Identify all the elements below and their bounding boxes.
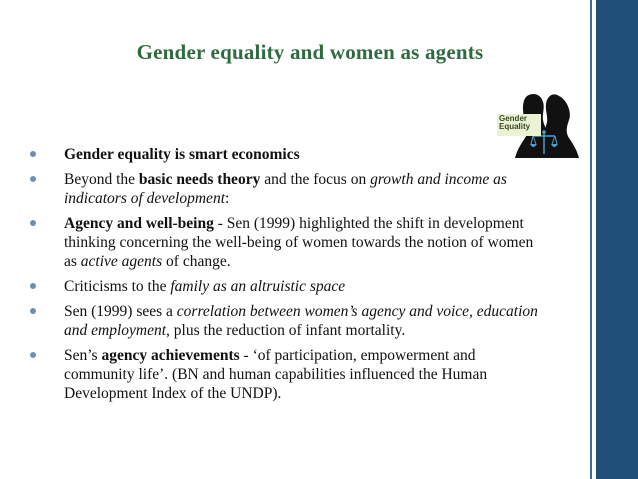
bullet-text-segment: Sen’s	[64, 347, 102, 364]
bullet-item	[28, 302, 548, 340]
bullet-text-segment: active agents	[80, 253, 163, 270]
bullet-text-segment: basic needs theory	[138, 171, 261, 188]
bullet-text-segment: Criticisms to the	[64, 278, 171, 295]
bullet-text-segment: Agency and well-being	[64, 215, 214, 232]
bullet-dot-icon	[30, 151, 36, 157]
bullet-text-segment: agency achievements	[101, 347, 240, 364]
logo-line-2: Equality	[499, 122, 531, 131]
bullet-item	[28, 346, 548, 403]
bullet-text-segment: - ‘of participation, empowerment and community life’. (BN and human capabilities influenced the Human Development Index of the UNDP).	[64, 347, 488, 402]
logo-label	[499, 115, 530, 131]
bullet-text-segment: :	[225, 190, 230, 207]
bullet-dot-icon	[30, 352, 36, 358]
bullet-item	[28, 277, 548, 296]
slide-title: Gender equality and women as agents	[136, 40, 484, 64]
bullet-text-segment: of change.	[162, 253, 231, 270]
bullet-item	[28, 214, 548, 271]
bullet-text-segment: family as an altruistic space	[170, 278, 346, 295]
bullet-text-segment: - Sen (1999) highlighted the shift in development thinking concerning the well-being of women towards the notion of women as	[64, 215, 534, 270]
bullet-dot-icon	[30, 308, 36, 314]
bullet-text-segment: growth and income as indicators of development	[64, 171, 507, 207]
bullet-dot-icon	[30, 283, 36, 289]
bullet-text-segment: Gender equality is smart economics	[64, 146, 300, 163]
bullet-item	[28, 145, 548, 164]
bullet-item	[28, 170, 548, 208]
bullet-text-segment: Beyond the	[64, 171, 139, 188]
bullet-list	[28, 145, 548, 409]
bullet-text-segment: Sen (1999) sees a	[64, 303, 177, 320]
bullet-text-segment: correlation between women’s agency and voice, education and employment,	[64, 303, 538, 339]
sidebar-band	[596, 0, 638, 479]
bullet-text-segment: plus the reduction of infant mortality.	[169, 322, 406, 339]
bullet-dot-icon	[30, 220, 36, 226]
logo-line-1: Gender	[499, 114, 528, 123]
bullet-dot-icon	[30, 176, 36, 182]
bullet-text-segment: and the focus on	[260, 171, 371, 188]
